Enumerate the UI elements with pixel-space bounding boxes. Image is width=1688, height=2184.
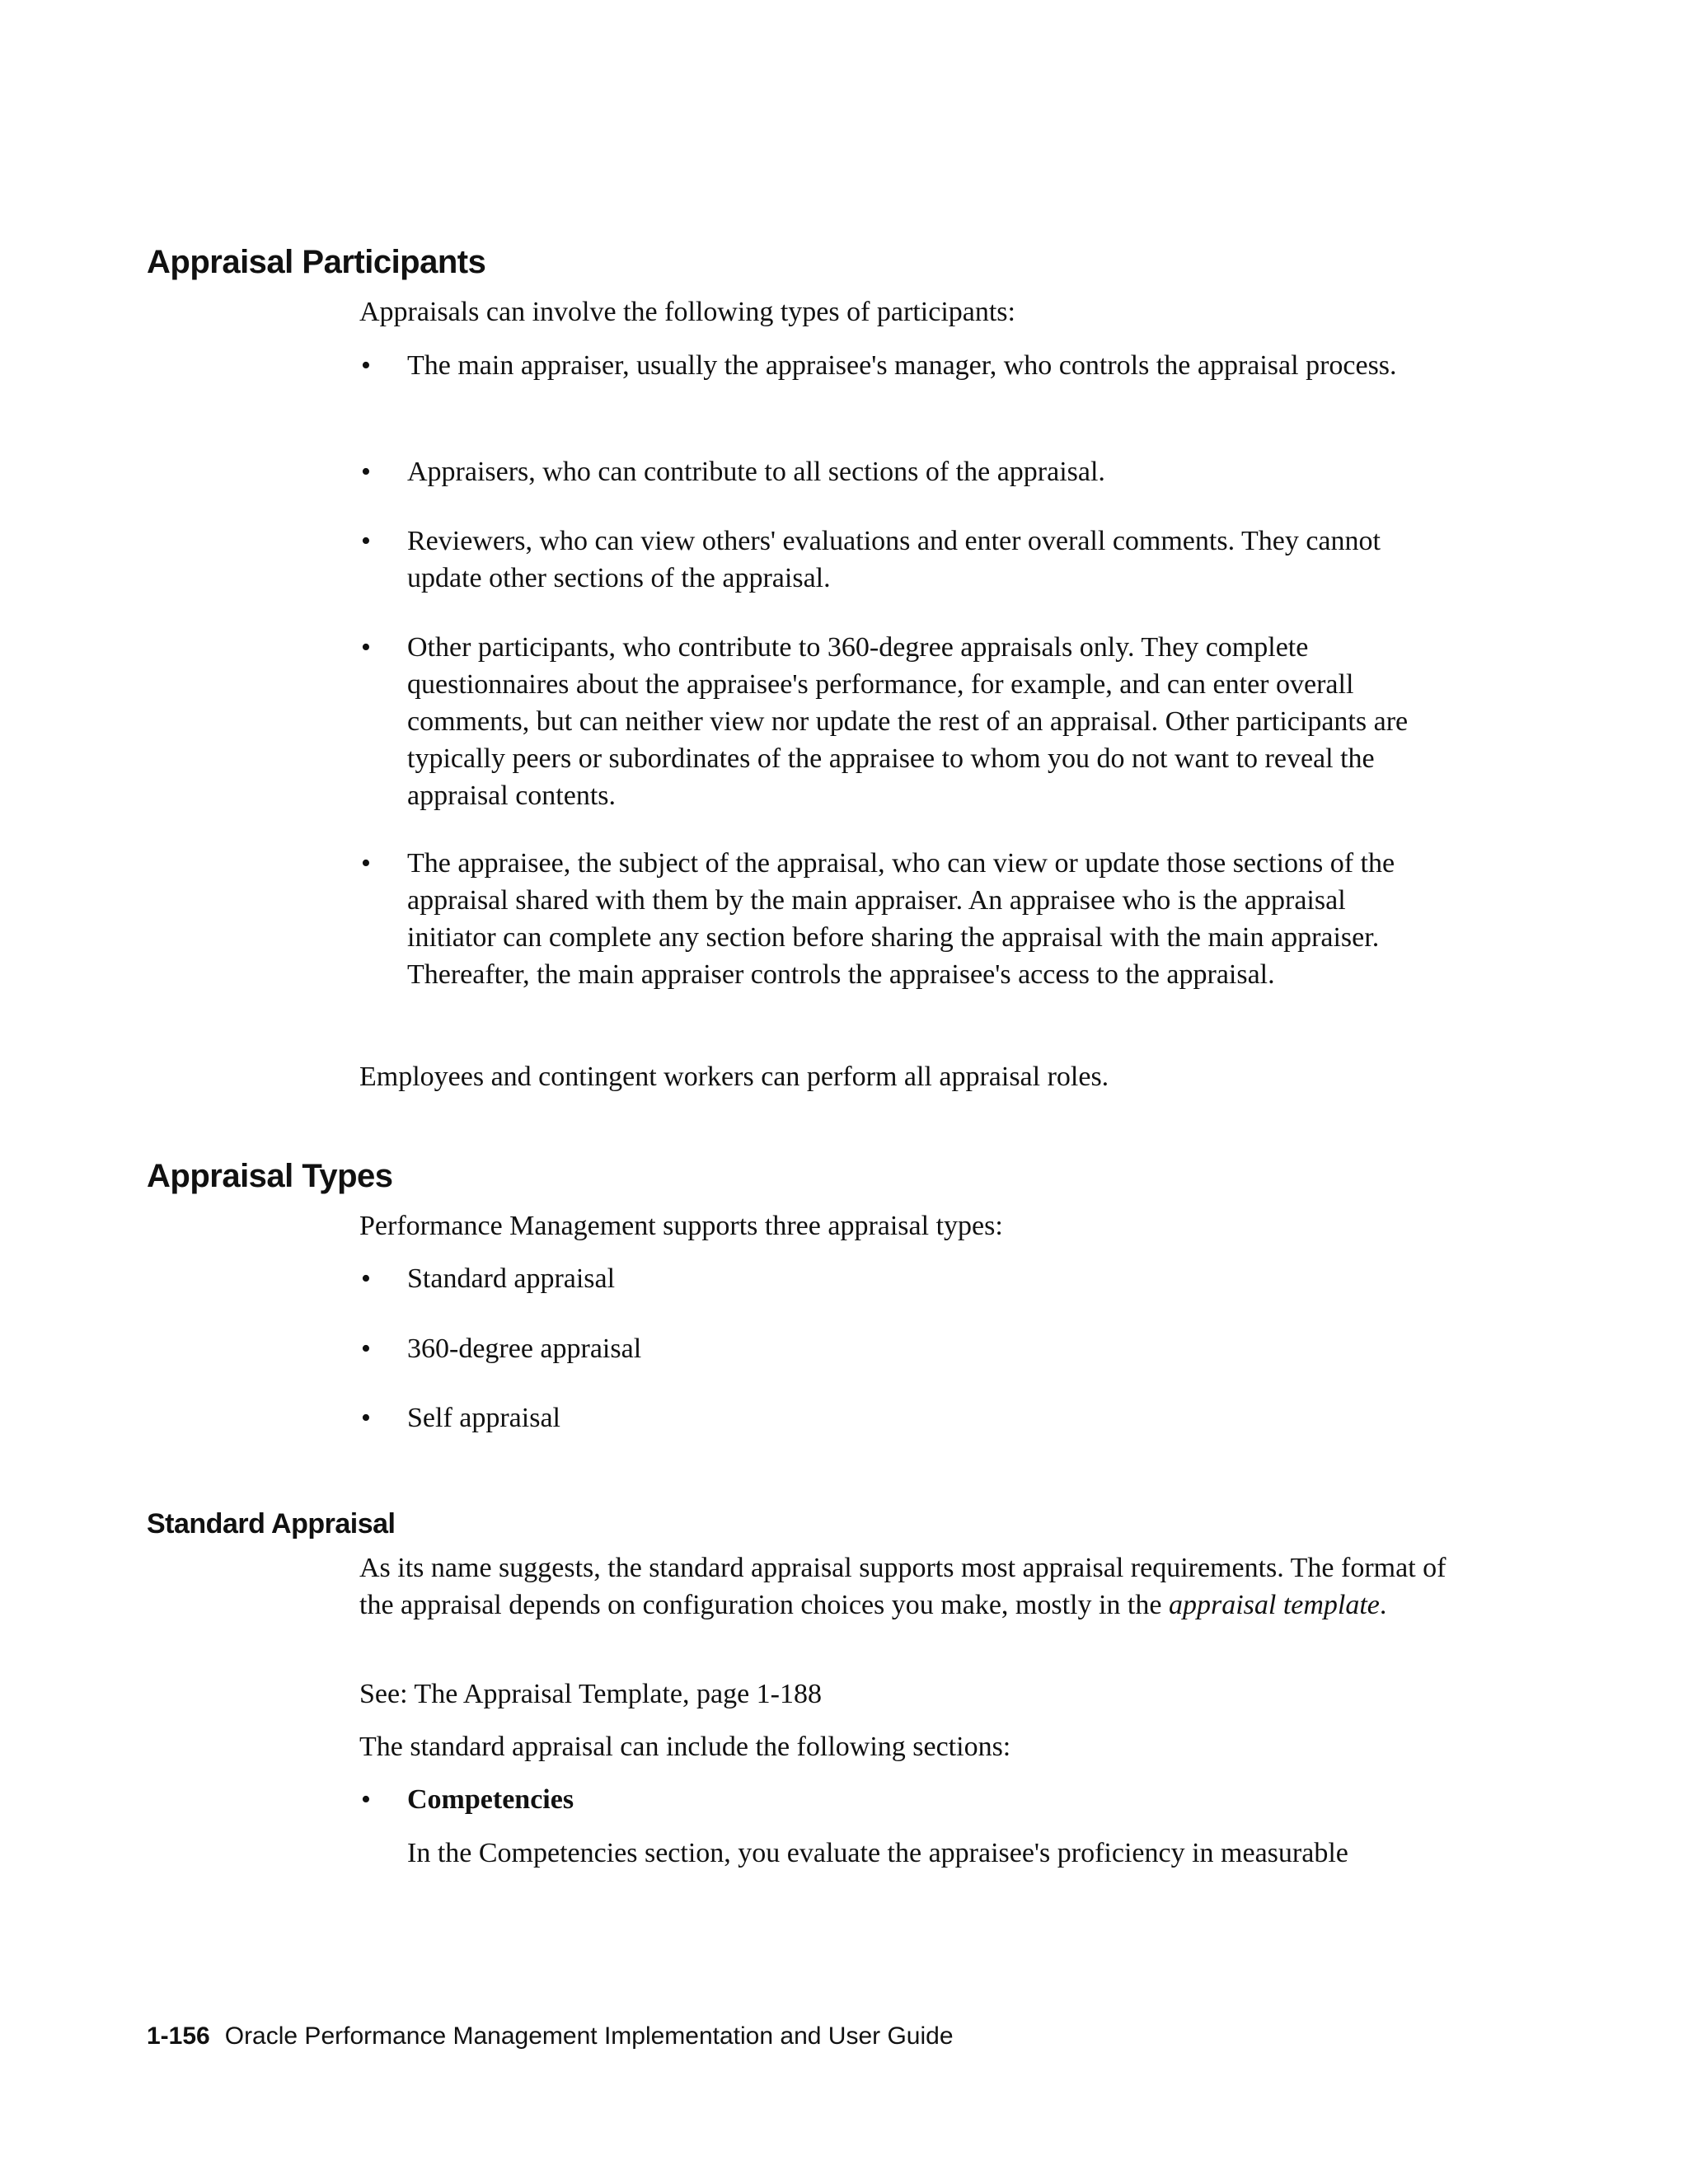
list-item	[359, 1781, 1447, 1818]
appraisal-template-term: appraisal template	[1168, 1590, 1380, 1620]
list-item-text: Reviewers, who can view others' evaluations and enter overall comments. They cannot update other sections of the appraisal.	[407, 526, 1381, 593]
list-item-text: The appraisee, the subject of the appraisal, who can view or update those sections of the appraisal shared with them by the main appraiser. An appraisee who is the appraisal initiator can complete any section before sharing the appraisal with the main appraiser. Thereafter, the main appraiser controls the appraisee's access to the appraisal.	[407, 848, 1395, 990]
list-item	[359, 1330, 1447, 1367]
standard-description	[359, 1549, 1447, 1624]
list-item	[359, 1399, 1447, 1436]
standard-sections-intro: The standard appraisal can include the following sections:	[359, 1732, 1011, 1762]
competencies-description: In the Competencies section, you evaluate the appraisee's proficiency in measurable	[407, 1838, 1348, 1868]
list-item	[359, 629, 1447, 814]
list-item-text: Other participants, who contribute to 360-degree appraisals only. They complete questionnaires about the appraisee's performance, for example, and can enter overall comments, but can neither view nor update the rest of an appraisal. Other participants are typically peers or subordinates of the appraisee to whom you do not want to reveal the appraisal contents.	[407, 632, 1409, 811]
page-number: 1-156	[147, 2022, 210, 2050]
competencies-title: Competencies	[407, 1784, 574, 1815]
bullet-icon: •	[361, 350, 371, 381]
heading-standard-appraisal: Standard Appraisal	[147, 1508, 396, 1540]
list-item-text: Appraisers, who can contribute to all sections of the appraisal.	[407, 457, 1105, 487]
heading-appraisal-participants: Appraisal Participants	[147, 244, 486, 280]
bullet-icon: •	[361, 526, 371, 556]
standard-description-text: As its name suggests, the standard appraisal supports most appraisal requirements. The format of the appraisal depends on configuration choices you make, mostly in the	[359, 1553, 1447, 1620]
bullet-icon: •	[361, 457, 371, 487]
list-item	[359, 845, 1447, 993]
bullet-icon: •	[361, 1784, 371, 1815]
bullet-icon: •	[361, 1403, 371, 1433]
heading-appraisal-types: Appraisal Types	[147, 1158, 393, 1194]
participants-closing: Employees and contingent workers can perform all appraisal roles.	[359, 1062, 1109, 1092]
list-item	[359, 523, 1447, 597]
types-intro: Performance Management supports three appraisal types:	[359, 1211, 1003, 1241]
bullet-icon: •	[361, 1263, 371, 1294]
list-item	[359, 1260, 1447, 1297]
book-title: Oracle Performance Management Implementation and User Guide	[224, 2022, 954, 2050]
bullet-icon: •	[361, 1333, 371, 1364]
participants-intro: Appraisals can involve the following types of participants:	[359, 297, 1015, 327]
list-item	[359, 453, 1447, 490]
list-item-text: 360-degree appraisal	[407, 1333, 642, 1364]
list-item-text: Self appraisal	[407, 1403, 560, 1433]
list-item	[359, 347, 1447, 384]
page-footer	[147, 2022, 954, 2051]
list-item-text: Standard appraisal	[407, 1263, 616, 1294]
bullet-icon: •	[361, 848, 371, 879]
see-reference-link[interactable]: See: The Appraisal Template, page 1-188	[359, 1679, 822, 1709]
bullet-icon: •	[361, 632, 371, 663]
standard-description-end: .	[1379, 1590, 1387, 1620]
list-item-text: The main appraiser, usually the appraisee's manager, who controls the appraisal process.	[407, 350, 1397, 381]
